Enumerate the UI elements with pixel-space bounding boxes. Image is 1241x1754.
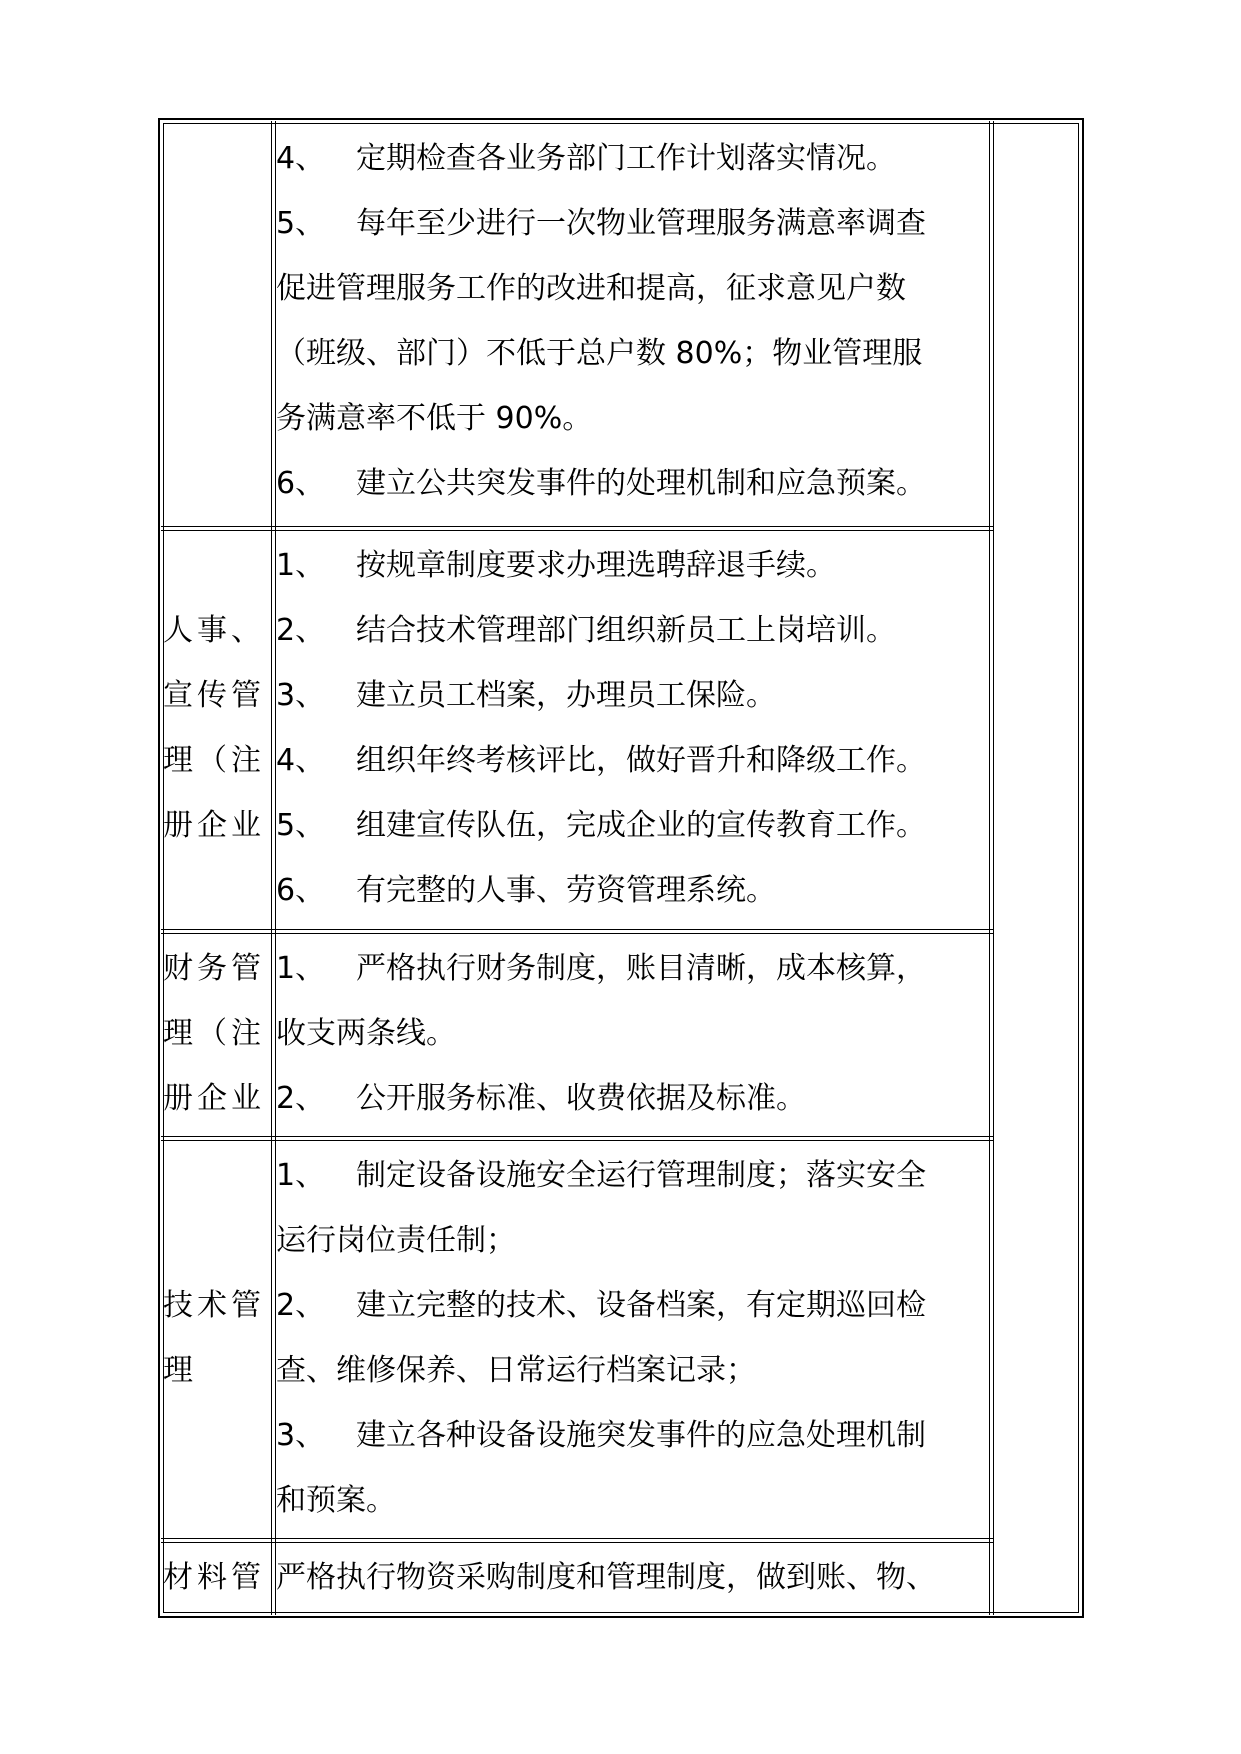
content-line: 务满意率不低于 90%。 (276, 401, 593, 436)
content-line: 促进管理服务工作的改进和提高，征求意见户数 (276, 271, 906, 306)
row-content-2 (276, 533, 990, 923)
category-materials: 材料管 (163, 1560, 265, 1595)
content-line: 1、 按规章制度要求办理选聘辞退手续。 (276, 548, 836, 583)
row-divider (161, 1542, 993, 1543)
category-finance: 财务管 理（注 册企业 (163, 951, 265, 1116)
row-content-4 (276, 1143, 990, 1533)
row-divider (161, 929, 993, 930)
content-line: 1、 制定设备设施安全运行管理制度；落实安全 (276, 1158, 926, 1193)
content-line: 2、 公开服务标准、收费依据及标准。 (276, 1081, 806, 1116)
row-divider (161, 933, 993, 934)
column-divider (993, 121, 994, 1615)
row-divider (161, 526, 993, 527)
content-line: 运行岗位责任制； (276, 1223, 516, 1258)
row-divider (161, 1136, 993, 1137)
row-divider (161, 1140, 993, 1141)
content-line: 3、 建立员工档案，办理员工保险。 (276, 678, 776, 713)
content-line: 严格执行物资采购制度和管理制度，做到账、物、 (276, 1560, 936, 1595)
content-line: 和预案。 (276, 1483, 396, 1518)
row-content-5 (276, 1545, 990, 1610)
content-line: 2、 建立完整的技术、设备档案，有定期巡回检 (276, 1288, 926, 1323)
content-line: 5、 每年至少进行一次物业管理服务满意率调查 (276, 206, 926, 241)
content-line: 6、 有完整的人事、劳资管理系统。 (276, 873, 776, 908)
content-line: 3、 建立各种设备设施突发事件的应急处理机制 (276, 1418, 926, 1453)
content-line: 4、 组织年终考核评比，做好晋升和降级工作。 (276, 743, 926, 778)
content-line: 6、 建立公共突发事件的处理机制和应急预案。 (276, 466, 926, 501)
content-line: 2、 结合技术管理部门组织新员工上岗培训。 (276, 613, 896, 648)
row-divider (161, 1538, 993, 1539)
content-line: 5、 组建宣传队伍，完成企业的宣传教育工作。 (276, 808, 926, 843)
row-content-1 (276, 126, 990, 516)
row-content-3 (276, 936, 990, 1131)
content-line: 1、 严格执行财务制度，账目清晰，成本核算， (276, 951, 926, 986)
content-line: 收支两条线。 (276, 1016, 456, 1051)
content-line: 4、 定期检查各业务部门工作计划落实情况。 (276, 141, 896, 176)
content-line: （班级、部门）不低于总户数 80%；物业管理服 (276, 336, 923, 371)
row-divider (161, 530, 993, 531)
category-personnel: 人事、 宣传管 理（注 册企业 (163, 613, 265, 843)
content-line: 查、维修保养、日常运行档案记录； (276, 1353, 756, 1388)
category-technical: 技术管 理 (163, 1288, 265, 1388)
